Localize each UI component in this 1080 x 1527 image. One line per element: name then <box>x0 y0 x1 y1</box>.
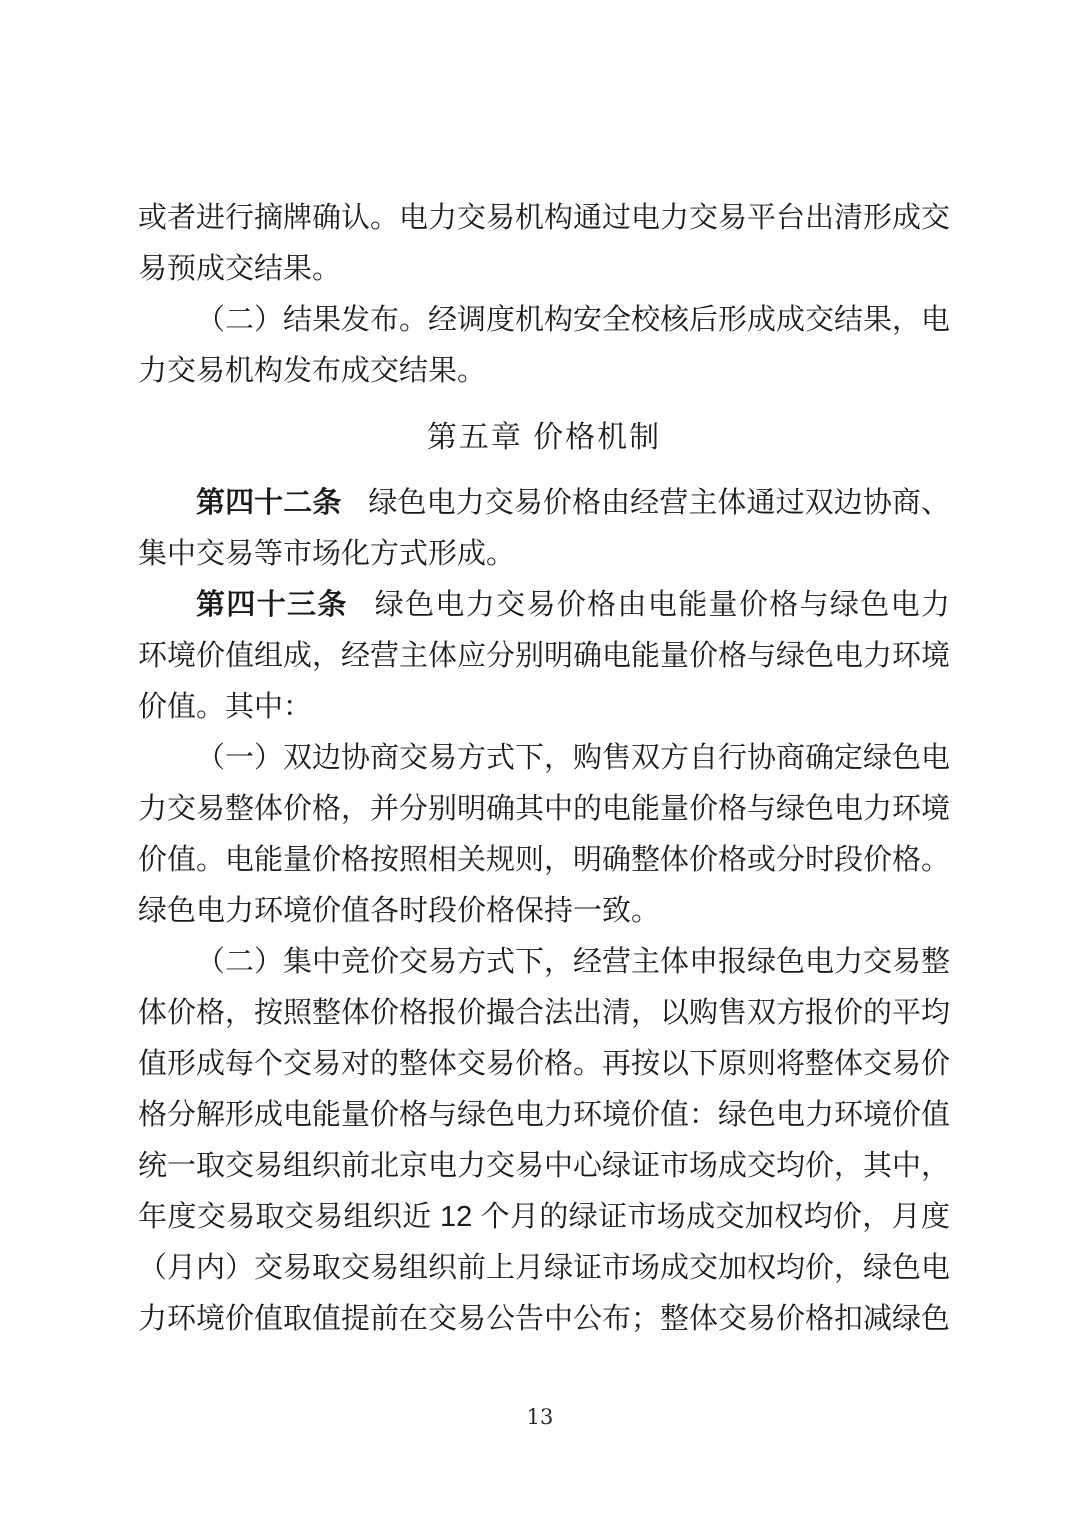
body-line: 价值。其中： <box>138 691 313 723</box>
body-line: 或者进行摘牌确认。电力交易机构通过电力交易平台出清形成交 <box>138 202 951 234</box>
body-line: 体价格，按照整体价格报价撮合法出清，以购售双方报价的平均 <box>138 997 951 1029</box>
body-line: （一）双边协商交易方式下，购售双方自行协商确定绿色电 <box>196 742 951 774</box>
body-line: 值形成每个交易对的整体交易价格。再按以下原则将整体交易价 <box>138 1048 951 1080</box>
article-42-text: 绿色电力交易价格由经营主体通过双边协商、 <box>368 487 950 519</box>
article-43-first-line <box>138 580 950 631</box>
body-line: （月内）交易取交易组织前上月绿证市场成交加权均价，绿色电 <box>138 1252 951 1284</box>
body-line: 集中交易等市场化方式形成。 <box>138 538 516 570</box>
article-42-first-line <box>138 478 950 529</box>
document-text <box>138 193 950 1345</box>
body-line: 易预成交结果。 <box>138 253 342 285</box>
body-line: 力环境价值取值提前在交易公告中公布；整体交易价格扣减绿色 <box>138 1303 951 1335</box>
body-line: （二）结果发布。经调度机构安全校核后形成成交结果，电 <box>196 304 951 336</box>
body-line: （二）集中竞价交易方式下，经营主体申报绿色电力交易整 <box>196 946 951 978</box>
article-43-text: 绿色电力交易价格由电能量价格与绿色电力 <box>374 589 950 621</box>
body-line: 力交易整体价格，并分别明确其中的电能量价格与绿色电力环境 <box>138 793 951 825</box>
body-line: 力交易机构发布成交结果。 <box>138 355 487 387</box>
body-line: 价值。电能量价格按照相关规则，明确整体价格或分时段价格。 <box>138 844 951 876</box>
chapter-heading: 第五章 价格机制 <box>426 421 662 454</box>
article-42-label: 第四十二条 <box>196 487 342 519</box>
body-line: 年度交易取交易组织近 12 个月的绿证市场成交加权均价，月度 <box>138 1201 950 1233</box>
body-line: 绿色电力环境价值各时段价格保持一致。 <box>138 895 661 927</box>
body-line: 格分解形成电能量价格与绿色电力环境价值：绿色电力环境价值 <box>138 1099 951 1131</box>
page-footer <box>0 1405 1080 1429</box>
article-43-label: 第四十三条 <box>196 589 348 621</box>
page-number: 13 <box>526 1405 554 1429</box>
body-line: 环境价值组成，经营主体应分别明确电能量价格与绿色电力环境 <box>138 640 951 672</box>
body-line: 统一取交易组织前北京电力交易中心绿证市场成交均价，其中， <box>138 1150 951 1182</box>
